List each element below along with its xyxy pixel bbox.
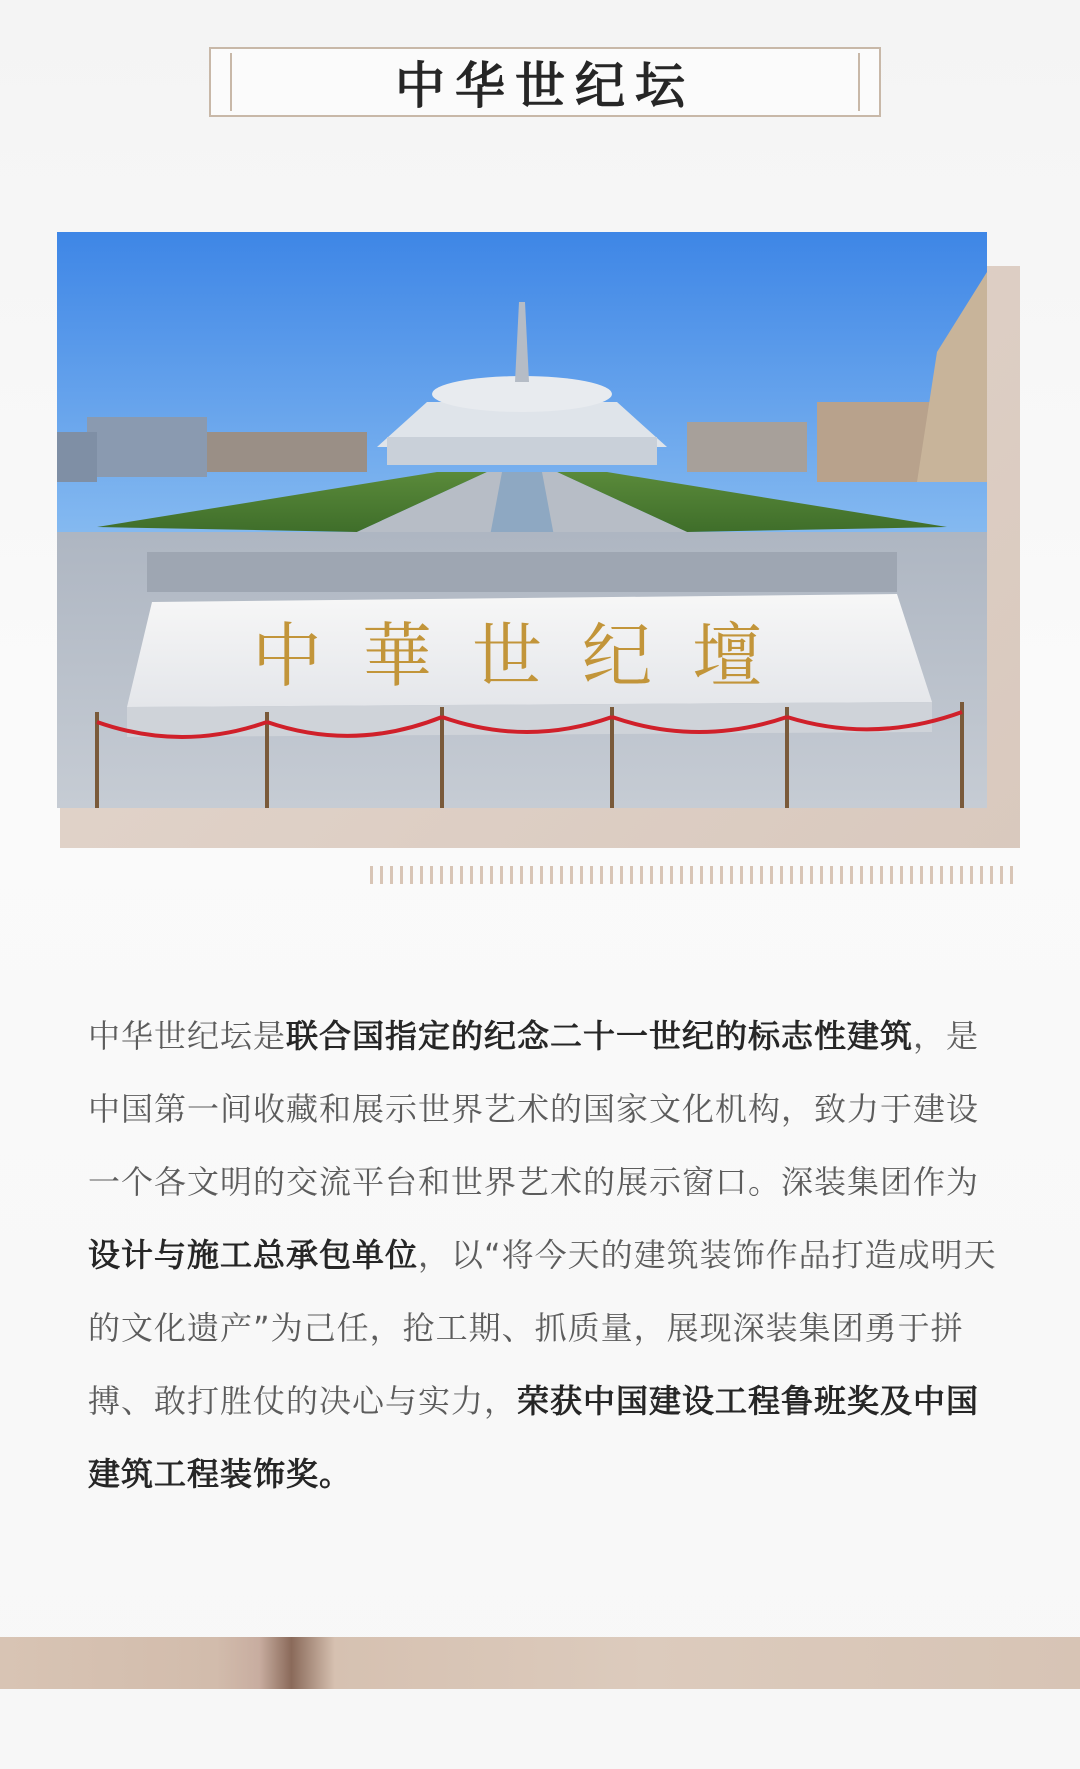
hero-photo: [57, 232, 987, 808]
highlight-segment: 联合国指定的纪念二十一世纪的标志性建筑: [286, 1017, 914, 1055]
highlight-segment: 设计与施工总承包单位: [88, 1236, 419, 1274]
text-segment: ，以“将今天的建筑装饰作品打造成明天的文化遗产”为己任，抢工期、抓质量，展现深装集团勇于拼搏、敢打胜仗的决心与实力，: [88, 1236, 997, 1420]
text-segment: 中华世纪坛是: [88, 1017, 287, 1055]
text-segment: ，是中国第一间收藏和展示世界艺术的国家文化机构，致力于建设一个各文明的交流平台和世界艺术的展示窗口。深装集团作为: [88, 1017, 980, 1201]
highlight-segment: 荣获中国建设工程鲁班奖及中国建筑工程装饰奖。: [88, 1382, 980, 1493]
monument-illustration: [57, 232, 987, 808]
title-frame: [209, 47, 881, 117]
monument-inscription: 中華世纪壇: [252, 615, 802, 697]
intro-paragraph: [88, 1000, 998, 1511]
footer-decoration: [0, 1637, 1080, 1689]
decorative-ticks: [370, 866, 1020, 884]
page-title: 中华世纪坛: [395, 56, 695, 115]
